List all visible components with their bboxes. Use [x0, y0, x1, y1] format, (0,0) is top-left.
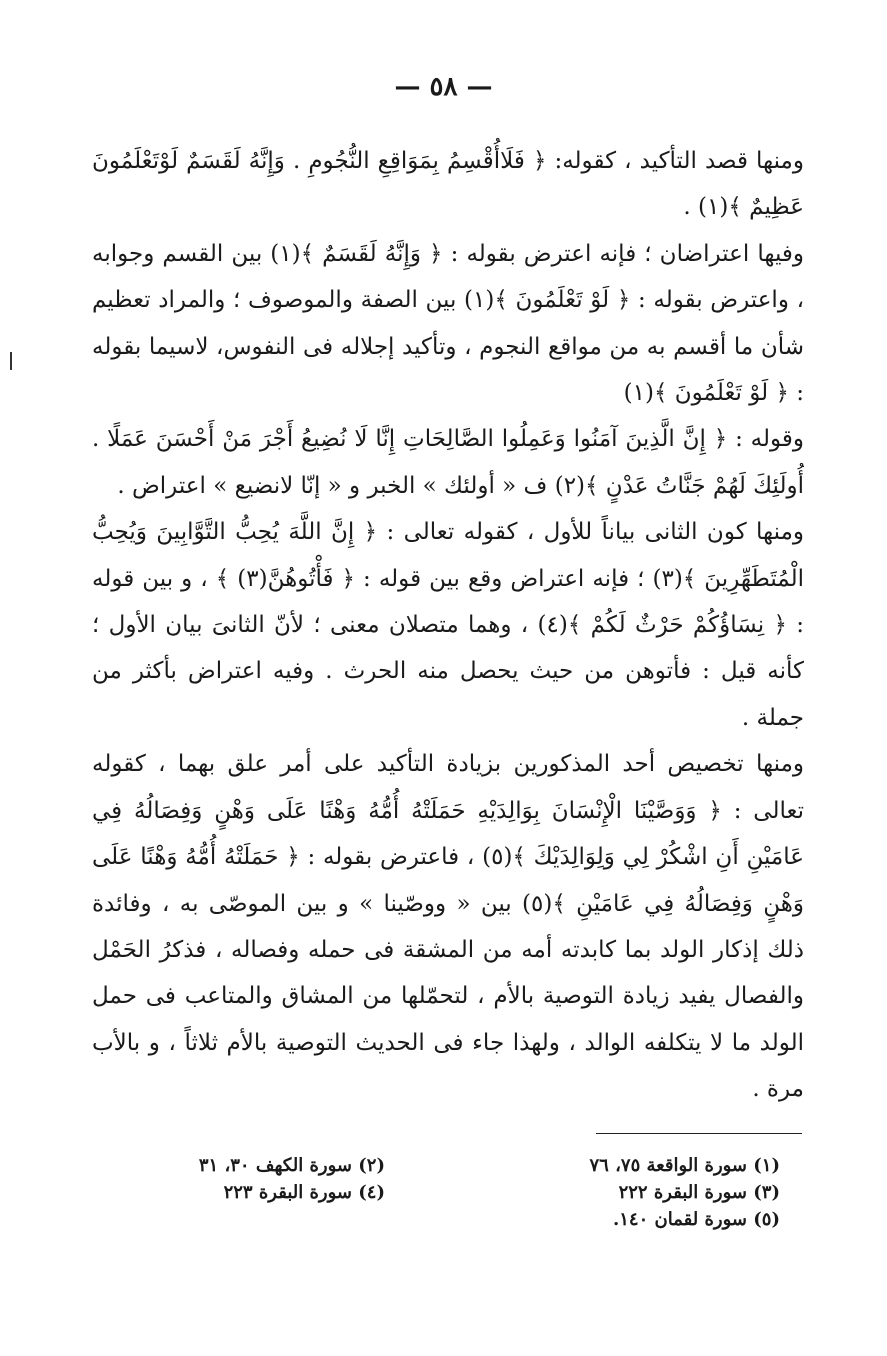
footnotes — [140, 1152, 780, 1262]
footnotes-left-column — [135, 1152, 385, 1206]
footnote-5: (٥) سورة لقمان ١٤٠. — [612, 1209, 780, 1230]
footnote-2: (٢) سورة الكهف ٣٠، ٣١ — [198, 1155, 385, 1176]
footnote-1: (١) سورة الواقعة ٧٥، ٧٦ — [589, 1155, 780, 1176]
paragraph-kahf-example: وقوله : ﴿ إِنَّ الَّذِينَ آمَنُوا وَعَمِلُوا الصَّالِحَاتِ إِنَّا لَا نُضِيعُ أَجْرَ مَنْ أَحْسَنَ عَمَلًا . أُولَئِكَ لَهُمْ جَنَّاتُ عَدْنٍ ﴾(٢) ف « أولئك » الخبر و « إنّا لانضيع » اعتراض . — [92, 426, 804, 499]
footnotes-right-column — [480, 1152, 780, 1233]
margin-mark — [10, 352, 12, 370]
body-text — [92, 138, 804, 1113]
footnote-divider — [596, 1133, 802, 1134]
paragraph-emphasis: ومنها قصد التأكيد ، كقوله: ﴿ فَلَاأُقْسِمُ بِمَوَاقِعِ النُّجُومِ . وَإِنَّهُ لَقَسَمٌ لَوْتَعْلَمُونَ عَظِيمٌ ﴾(١) . — [92, 148, 804, 221]
paragraph-explanation: ومنها كون الثانى بياناً للأول ، كقوله تعالى : ﴿ إِنَّ اللَّهَ يُحِبُّ التَّوَّابِينَ وَيُحِبُّ الْمُتَطَهِّرِينَ ﴾(٣) ؛ فإنه اعتراض وقع بين قوله : ﴿ فَأْتُوهُنَّ(٣) ﴾ ، و بين قوله : ﴿ نِسَاؤُكُمْ حَرْثٌ لَكُمْ ﴾(٤) ، وهما متصلان معنى ؛ لأنّ الثانىَ بيان الأول ؛ كأنه قيل : فأتوهن من حيث يحصل منه الحرث . وفيه اعتراض بأكثر من جملة . — [92, 519, 805, 731]
paragraph-two-interjections: وفيها اعتراضان ؛ فإنه اعترض بقوله : ﴿ وَإِنَّهُ لَقَسَمٌ ﴾(١) بين القسم وجوابه ، واعترض بقوله : ﴿ لَوْ تَعْلَمُونَ ﴾(١) بين الصفة والموصوف ؛ والمراد تعظيم شأن ما أقسم به من مواقع النجوم ، وتأكيد إجلاله فى النفوس، لاسيما بقوله : ﴿ لَوْ تَعْلَمُونَ ﴾(١) — [92, 240, 805, 407]
footnote-3: (٣) سورة البقرة ٢٢٢ — [618, 1182, 780, 1203]
paragraph-specification: ومنها تخصيص أحد المذكورين بزيادة التأكيد على أمر علق بهما ، كقوله تعالى : ﴿ وَوَصَّيْنَا الْإِنْسَانَ بِوَالِدَيْهِ حَمَلَتْهُ أُمُّهُ وَهْنًا عَلَى وَهْنٍ وَفِصَالُهُ فِي عَامَيْنِ أَنِ اشْكُرْ لِي وَلِوَالِدَيْكَ ﴾(٥) ، فاعترض بقوله : ﴿ حَمَلَتْهُ أُمُّهُ وَهْنًا عَلَى وَهْنٍ وَفِصَالُهُ فِي عَامَيْنِ ﴾(٥) بين « ووصّينا » و بين الموصّى به ، وفائدة ذلك إذكار الولد بما كابدته أمه من المشقة فى حمله وفصاله ، فذكرُ الحَمْل والفصال يفيد زيادة التوصية بالأم ، لتحمّلها من المشاق والمتاعب فى حمل الولد ما لا يتكلفه الوالد ، ولهذا جاء فى الحديث التوصية بالأم ثلاثاً ، و بالأب مرة . — [92, 751, 805, 1103]
page-number: — ٥٨ — — [394, 72, 493, 102]
footnote-4: (٤) سورة البقرة ٢٢٣ — [223, 1182, 385, 1203]
